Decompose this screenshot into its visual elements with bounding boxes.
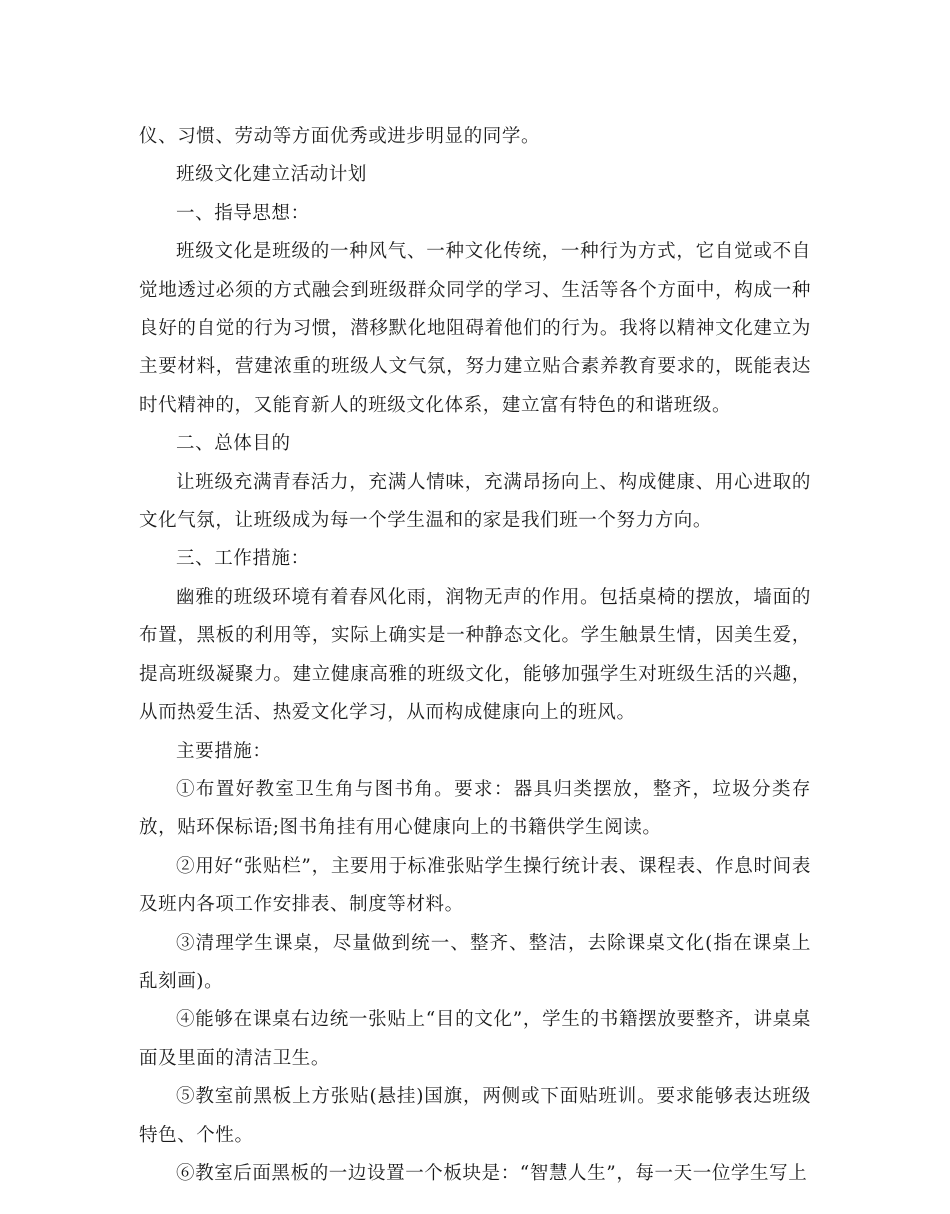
paragraph-0: 仪、习惯、劳动等方面优秀或进步明显的同学。 [139, 126, 541, 147]
measure-item-5: ⑤教室前黑板上方张贴(悬挂)国旗，两侧或下面贴班训。要求能够表达班级特色、个性。 [139, 1086, 811, 1146]
paragraph-guiding-ideology: 班级文化是班级的一种风气、一种文化传统，一种行为方式，它自觉或不自觉地透过必须的方式融会到班级群众同学的学习、生活等各个方面中，构成一种良好的自觉的行为习惯，潜移默化地阻碍着他们的行为。我将以精神文化建立为主要材料，营建浓重的班级人文气氛，努力建立贴合素养教育要求的，既能表达时代精神的，又能育新人的班级文化体系，建立富有特色的和谐班级。 [139, 241, 811, 416]
heading-work-measures: 三、工作措施： [176, 548, 310, 570]
heading-overall-goal: 二、总体目的 [176, 433, 291, 455]
heading-guiding-ideology: 一、指导思想： [176, 202, 310, 224]
heading-main-measures: 主要措施： [176, 740, 272, 762]
measure-item-1: ①布置好教室卫生角与图书角。要求：器具归类摆放，整齐，垃圾分类存放，贴环保标语;图书角挂有用心健康向上的书籍供学生阅读。 [139, 778, 811, 839]
document-body [139, 118, 811, 1193]
measure-item-3: ③清理学生课桌，尽量做到统一、整齐、整洁，去除课桌文化(指在课桌上乱刻画)。 [139, 932, 811, 992]
measure-item-6: ⑥教室后面黑板的一边设置一个板块是：“智慧人生”，每一天一位学生写上 [176, 1162, 808, 1184]
section-title-class-culture-plan: 班级文化建立活动计划 [176, 164, 368, 186]
paragraph-work-measures: 幽雅的班级环境有着春风化雨，润物无声的作用。包括桌椅的摆放，墙面的布置，黑板的利用等，实际上确实是一种静态文化。学生触景生情，因美生爱，提高班级凝聚力。建立健康高雅的班级文化，能够加强学生对班级生活的兴趣，从而热爱生活、热爱文化学习，从而构成健康向上的班风。 [139, 586, 811, 724]
measure-item-4: ④能够在课桌右边统一张贴上“目的文化”，学生的书籍摆放要整齐，讲桌桌面及里面的清洁卫生。 [139, 1009, 811, 1069]
paragraph-overall-goal: 让班级充满青春活力，充满人情味，充满昂扬向上、构成健康、用心进取的文化气氛，让班级成为每一个学生温和的家是我们班一个努力方向。 [139, 471, 811, 532]
measure-item-2: ②用好“张贴栏”，主要用于标准张贴学生操行统计表、课程表、作息时间表及班内各项工作安排表、制度等材料。 [139, 855, 811, 916]
